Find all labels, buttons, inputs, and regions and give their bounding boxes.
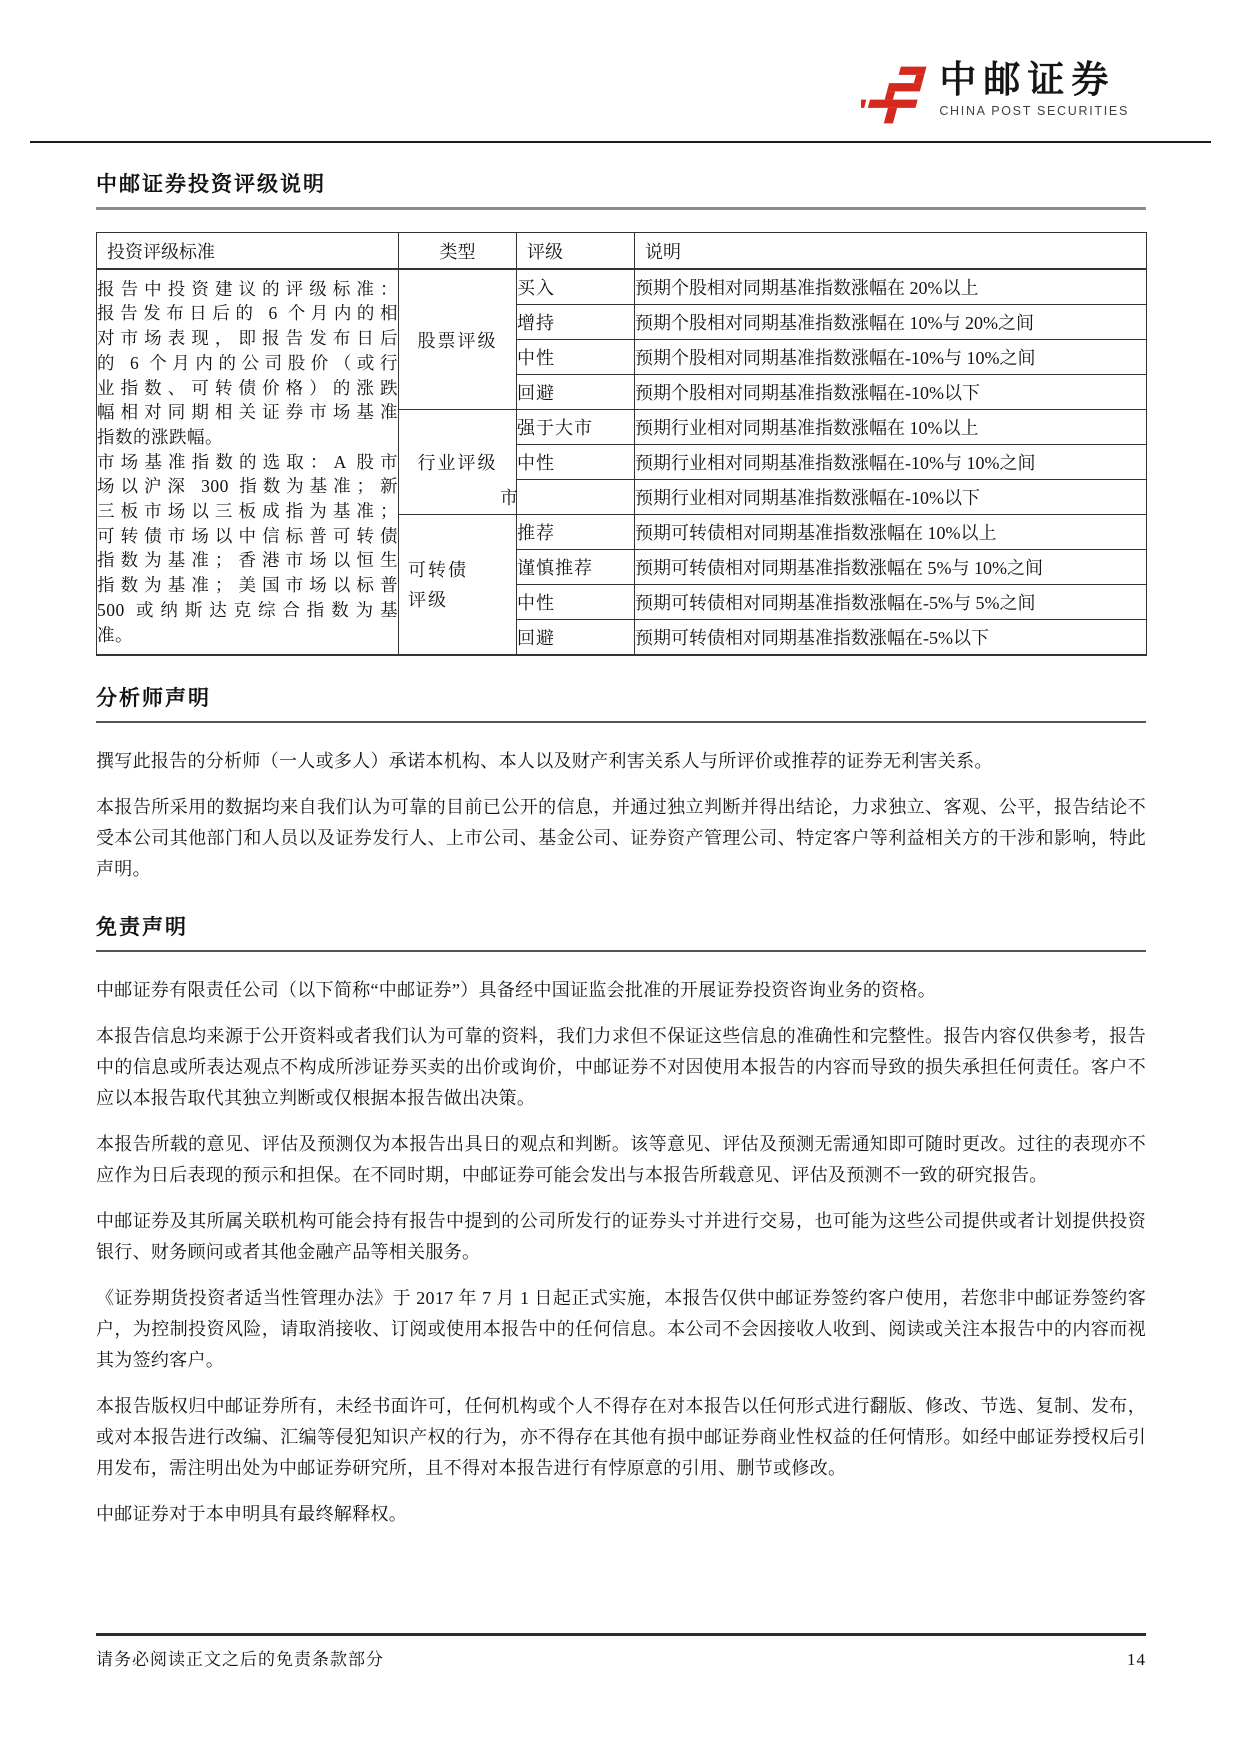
rating-cell: [500, 480, 635, 515]
analyst-section-title: 分析师声明: [96, 686, 211, 710]
paragraph: 本报告所采用的数据均来自我们认为可靠的目前已公开的信息，并通过独立判断并得出结论，力求独立、客观、公平，报告结论不受本公司其他部门和人员以及证券发行人、上市公司、基金公司、证券资产管理公司、特定客户等利益相关方的干涉和影响，特此声明。: [96, 797, 1146, 879]
standard-line: 业指数、可转债价格）的涨跌: [97, 377, 398, 398]
analyst-paragraphs: [96, 746, 1146, 885]
rating-label: 强于大市: [517, 418, 593, 438]
standard-line: 市场基准指数的选取：A 股市: [97, 451, 398, 472]
standard-line: 指数为基准；美国市场以标普: [97, 575, 398, 596]
standard-cell: [97, 269, 399, 655]
paragraph: 中邮证券有限责任公司（以下简称“中邮证券”）具备经中国证监会批准的开展证券投资咨询业务的资格。: [96, 980, 937, 1000]
type-label: 行业评级: [417, 453, 498, 473]
standard-line: 报告发布日后的 6 个月内的相: [97, 303, 398, 324]
standard-line: 三板市场以三板成指为基准；: [97, 501, 398, 522]
rating-table-header-row: [97, 233, 1147, 270]
standard-line: 报告中投资建议的评级标准：: [97, 278, 398, 299]
rating-label: 买入: [517, 278, 555, 298]
paragraph: 《证券期货投资者适当性管理办法》于 2017 年 7 月 1 日起正式实施，本报告仅供中邮证券签约客户使用，若您非中邮证券签约客户，为控制投资风险，请取消接收、订阅或使用本报告中的任何信息。本公司不会因接收人收到、阅读或关注本报告中的内容而视其为签约客户。: [96, 1288, 1146, 1370]
rating-cell: [517, 620, 635, 656]
desc-cell: 预期可转债相对同期基准指数涨幅在 5%与 10%之间: [635, 550, 1147, 585]
rating-label: 回避: [517, 383, 555, 403]
header-divider: [30, 141, 1211, 143]
desc-cell: 预期个股相对同期基准指数涨幅在 20%以上: [635, 269, 1147, 305]
header-rating: 评级: [517, 233, 635, 270]
desc-cell: 预期行业相对同期基准指数涨幅在-10%以下: [635, 480, 1147, 515]
page-number: 14: [1127, 1650, 1146, 1669]
desc-cell: 预期行业相对同期基准指数涨幅在 10%以上: [635, 410, 1147, 445]
paragraph: 本报告所载的意见、评估及预测仅为本报告出具日的观点和判断。该等意见、评估及预测无需通知即可随时更改。过往的表现亦不应作为日后表现的预示和担保。在不同时期，中邮证券可能会发出与本报告所载意见、评估及预测不一致的研究报告。: [96, 1134, 1146, 1185]
desc-cell: 预期可转债相对同期基准指数涨幅在 10%以上: [635, 515, 1147, 550]
type-cell: [399, 515, 517, 656]
type-cell: [399, 410, 517, 515]
analyst-title-divider: [96, 721, 1146, 723]
brand-name-en: CHINA POST SECURITIES: [939, 103, 1129, 118]
brand-logo: [861, 60, 1129, 126]
footer-note: 请务必阅读正文之后的免责条款部分: [96, 1650, 384, 1669]
type-label: 股票评级: [417, 330, 498, 351]
paragraph: 中邮证券及其所属关联机构可能会持有报告中提到的公司所发行的证券头寸并进行交易，也可能为这些公司提供或者计划提供投资银行、财务顾问或者其他金融产品等相关服务。: [96, 1211, 1146, 1262]
rating-cell: [517, 340, 635, 375]
rating-label: 中性: [517, 348, 555, 368]
desc-cell: 预期可转债相对同期基准指数涨幅在-5%以下: [635, 620, 1147, 656]
paragraph: 本报告信息均来源于公开资料或者我们认为可靠的资料，我们力求但不保证这些信息的准确性和完整性。报告内容仅供参考，报告中的信息或所表达观点不构成所涉证券买卖的出价或询价，中邮证券不对因使用本报告的内容而导致的损失承担任何责任。客户不应以本报告取代其独立判断或仅根据本报告做出决策。: [96, 1026, 1146, 1108]
page-content: [96, 168, 1146, 1530]
desc-cell: 预期行业相对同期基准指数涨幅在-10%与 10%之间: [635, 445, 1147, 480]
china-post-emblem-icon: [861, 64, 927, 126]
standard-line: 500 或纳斯达克综合指数为基: [97, 599, 398, 620]
rating-cell: [517, 515, 635, 550]
rating-label: 中性: [517, 453, 555, 473]
brand-name-cn: 中邮证券: [939, 59, 1116, 100]
rating-table: [96, 232, 1147, 656]
rating-cell: [517, 410, 635, 445]
rating-label: 增持: [517, 313, 555, 333]
rating-cell: [517, 550, 635, 585]
header-desc: 说明: [635, 233, 1147, 270]
standard-line: 场以沪深 300 指数为基准；新: [97, 476, 398, 497]
rating-label: 谨慎推荐: [517, 558, 593, 578]
rating-label: 推荐: [517, 523, 555, 543]
rating-label: 市: [500, 488, 519, 508]
paragraph: 本报告版权归中邮证券所有，未经书面许可，任何机构或个人不得存在对本报告以任何形式进行翻版、修改、节选、复制、发布，或对本报告进行改编、汇编等侵犯知识产权的行为，亦不得存在其他有损中邮证券商业性权益的任何情形。如经中邮证券授权后引用发布，需注明出处为中邮证券研究所，且不得对本报告进行有悖原意的引用、删节或修改。: [96, 1396, 1146, 1478]
rating-section-title: 中邮证券投资评级说明: [96, 172, 326, 196]
rating-label: 中性: [517, 593, 555, 613]
standard-line: 幅相对同期相关证券市场基准: [97, 402, 398, 423]
rating-title-divider: [96, 207, 1146, 210]
rating-table-row: [97, 269, 1147, 305]
standard-line: 可转债市场以中信标普可转债: [97, 525, 398, 546]
paragraph: 中邮证券对于本申明具有最终解释权。: [96, 1504, 408, 1524]
rating-label: 回避: [517, 628, 555, 648]
desc-cell: 预期个股相对同期基准指数涨幅在-10%以下: [635, 375, 1147, 410]
standard-line: 的 6 个月内的公司股价（或行: [97, 352, 398, 373]
rating-cell: [517, 269, 635, 305]
rating-cell: [517, 585, 635, 620]
type-label: 评级: [408, 589, 448, 610]
disclaimer-section-title: 免责声明: [96, 915, 188, 939]
disclaimer-paragraphs: [96, 975, 1146, 1530]
header-type: 类型: [399, 233, 517, 270]
standard-line: 指数的涨跌幅。: [97, 426, 223, 447]
standard-line: 准。: [97, 624, 133, 645]
disclaimer-title-divider: [96, 950, 1146, 952]
standard-line: 指数为基准；香港市场以恒生: [97, 550, 398, 571]
page-footer: [96, 1633, 1146, 1670]
desc-cell: 预期个股相对同期基准指数涨幅在 10%与 20%之间: [635, 305, 1147, 340]
rating-cell: [517, 445, 635, 480]
paragraph: 撰写此报告的分析师（一人或多人）承诺本机构、本人以及财产利害关系人与所评价或推荐的证券无利害关系。: [96, 751, 993, 771]
type-label: 可转债: [408, 559, 468, 580]
standard-line: 对市场表现，即报告发布日后: [97, 328, 398, 349]
header-standard: 投资评级标准: [97, 233, 399, 270]
desc-cell: 预期个股相对同期基准指数涨幅在-10%与 10%之间: [635, 340, 1147, 375]
type-cell: [399, 269, 517, 410]
rating-cell: [517, 305, 635, 340]
desc-cell: 预期可转债相对同期基准指数涨幅在-5%与 5%之间: [635, 585, 1147, 620]
rating-cell: [517, 375, 635, 410]
